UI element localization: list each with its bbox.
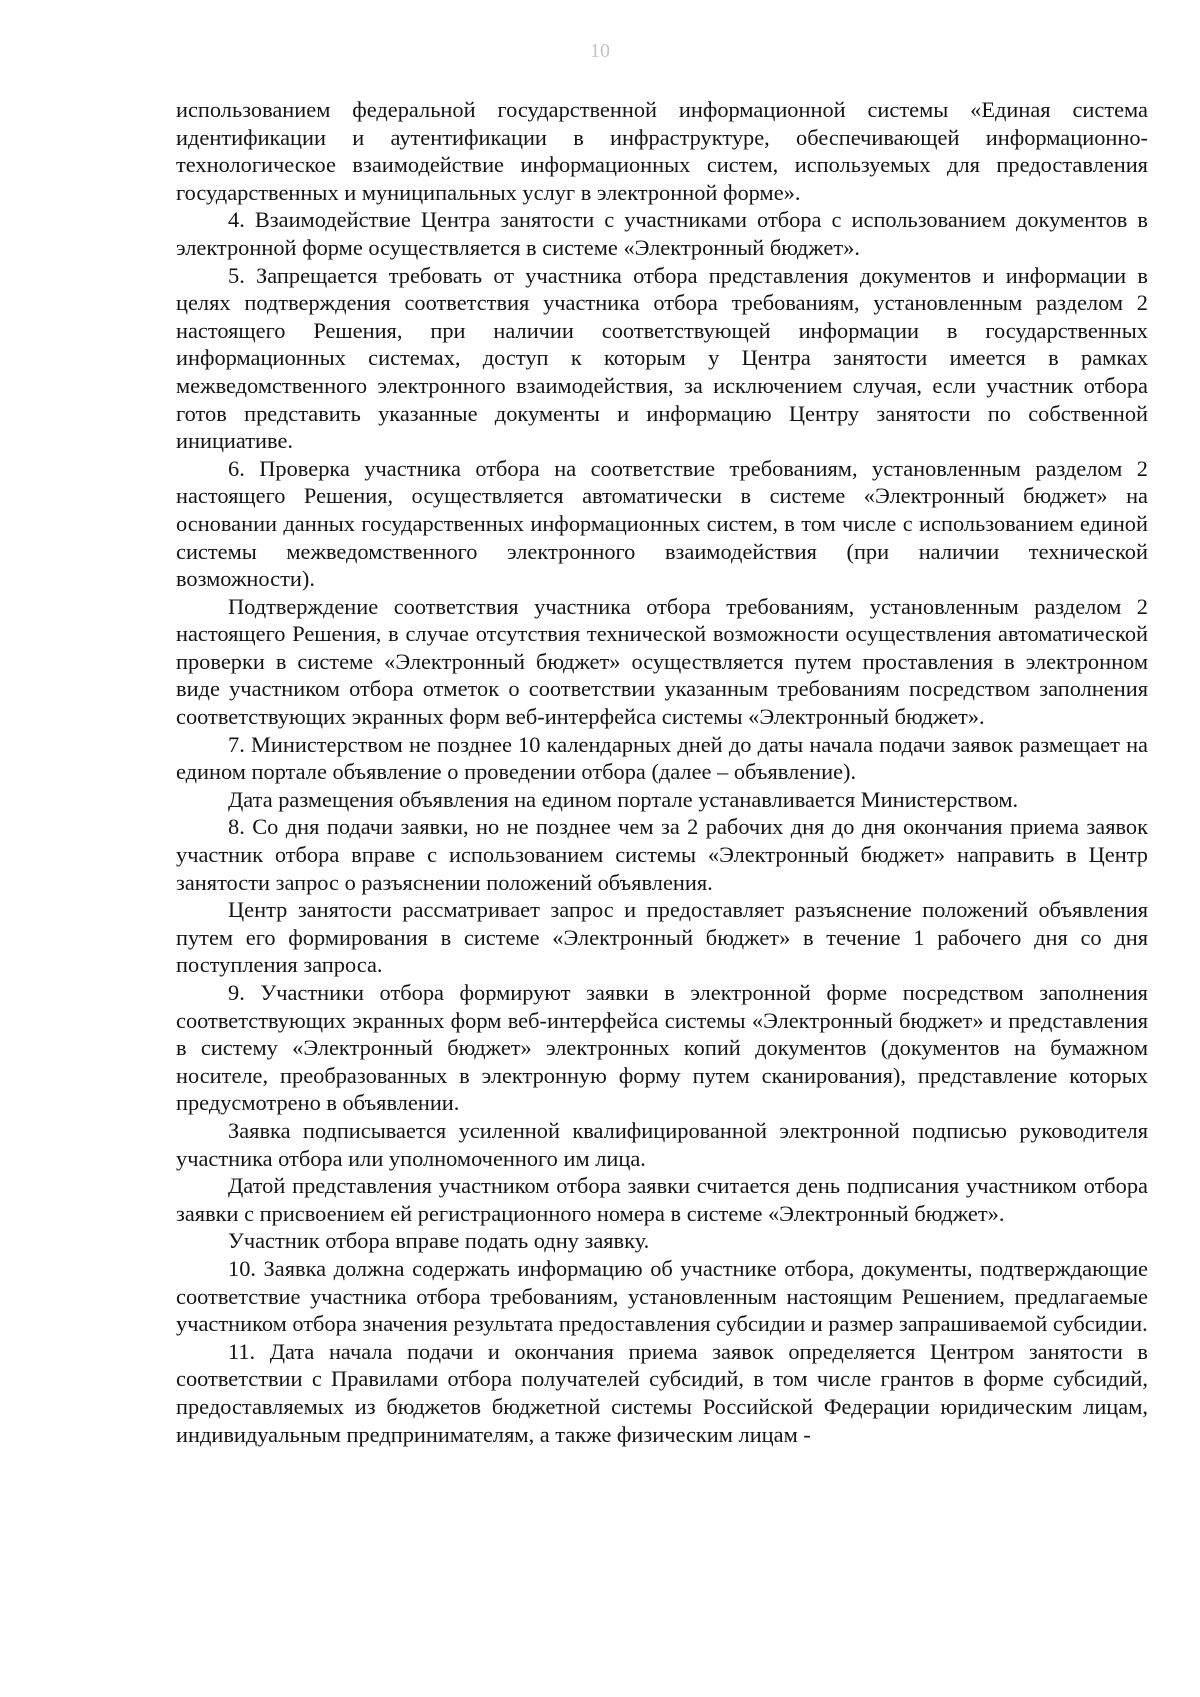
paragraph-item-8-response: Центр занятости рассматривает запрос и предоставляет разъяснение положений объявления путем его формирования в системе «Электронный бюджет» в течение 1 рабочего дня со дня поступления запроса. — [176, 897, 1148, 978]
paragraph-item-6: 6. Проверка участника отбора на соответствие требованиям, установленным разделом 2 настоящего Решения, осуществляется автоматически в системе «Электронный бюджет» на основании данных государственных информационных систем, в том числе с использованием единой системы межведомственного электронного взаимодействия (при наличии технической возможности). — [176, 455, 1148, 592]
paragraph-item-9-date: Датой представления участником отбора заявки считается день подписания участником отбора заявки с присвоением ей регистрационного номера в системе «Электронный бюджет». — [176, 1173, 1148, 1226]
paragraph-item-4: 4. Взаимодействие Центра занятости с участниками отбора с использованием документов в электронной форме осуществляется в системе «Электронный бюджет». — [176, 207, 1148, 260]
page-number: 10 — [590, 40, 610, 62]
paragraph-item-6-confirmation: Подтверждение соответствия участника отбора требованиям, установленным разделом 2 настоящего Решения, в случае отсутствия технической возможности осуществления автоматической проверки в системе «Электронный бюджет» осуществляется путем проставления в электронном виде участником отбора отметок о соответствии указанным требованиям посредством заполнения соответствующих экранных форм веб-интерфейса системы «Электронный бюджет». — [176, 593, 1148, 730]
paragraph-item-9-limit: Участник отбора вправе подать одну заявку. — [228, 1228, 650, 1254]
paragraph-item-9: 9. Участники отбора формируют заявки в электронной форме посредством заполнения соответствующих экранных форм веб-интерфейса системы «Электронный бюджет» и представления в систему «Электронный бюджет» электронных копий документов (документов на бумажном носителе, преобразованных в электронную форму путем сканирования), представление которых предусмотрено в объявлении. — [176, 980, 1148, 1116]
paragraph-item-7: 7. Министерством не позднее 10 календарных дней до даты начала подачи заявок размещает на едином портале объявление о проведении отбора (далее – объявление). — [176, 731, 1148, 785]
paragraph-item-5: 5. Запрещается требовать от участника отбора представления документов и информации в целях подтверждения соответствия участника отбора требованиям, установленным разделом 2 настоящего Решения, при наличии соответствующей информации в государственных информационных системах, доступ к которым у Центра занятости имеется в рамках межведомственного электронного взаимодействия, за исключением случая, если участник отбора готов представить указанные документы и информацию Центру занятости по собственной инициативе. — [176, 262, 1148, 454]
paragraph-item-11: 11. Дата начала подачи и окончания приема заявок определяется Центром занятости в соответствии с Правилами отбора получателей субсидий, в том числе грантов в форме субсидий, предоставляемых из бюджетов бюджетной системы Российской Федерации юридическим лицам, индивидуальным предпринимателям, а также физическим лицам - — [176, 1338, 1148, 1447]
document-body — [176, 96, 1148, 1448]
paragraph-item-9-signature: Заявка подписывается усиленной квалифицированной электронной подписью руководителя участника отбора или уполномоченного им лица. — [176, 1117, 1148, 1171]
paragraph-continuation: использованием федеральной государственной информационной системы «Единая система идентификации и аутентификации в инфраструктуре, обеспечивающей информационно-технологическое взаимодействие информационных систем, используемых для предоставления государственных и муниципальных услуг в электронной форме». — [176, 97, 1148, 205]
paragraph-item-10: 10. Заявка должна содержать информацию об участнике отбора, документы, подтверждающие соответствие участника отбора требованиям, установленным настоящим Решением, предлагаемые участником отбора значения результата предоставления субсидии и размер запрашиваемой субсидии. — [176, 1255, 1148, 1337]
paragraph-item-8: 8. Со дня подачи заявки, но не позднее чем за 2 рабочих дня до дня окончания приема заявок участник отбора вправе с использованием системы «Электронный бюджет» направить в Центр занятости запрос о разъяснении положений объявления. — [176, 814, 1148, 895]
paragraph-item-7-date: Дата размещения объявления на едином портале устанавливается Министерством. — [228, 786, 1019, 812]
